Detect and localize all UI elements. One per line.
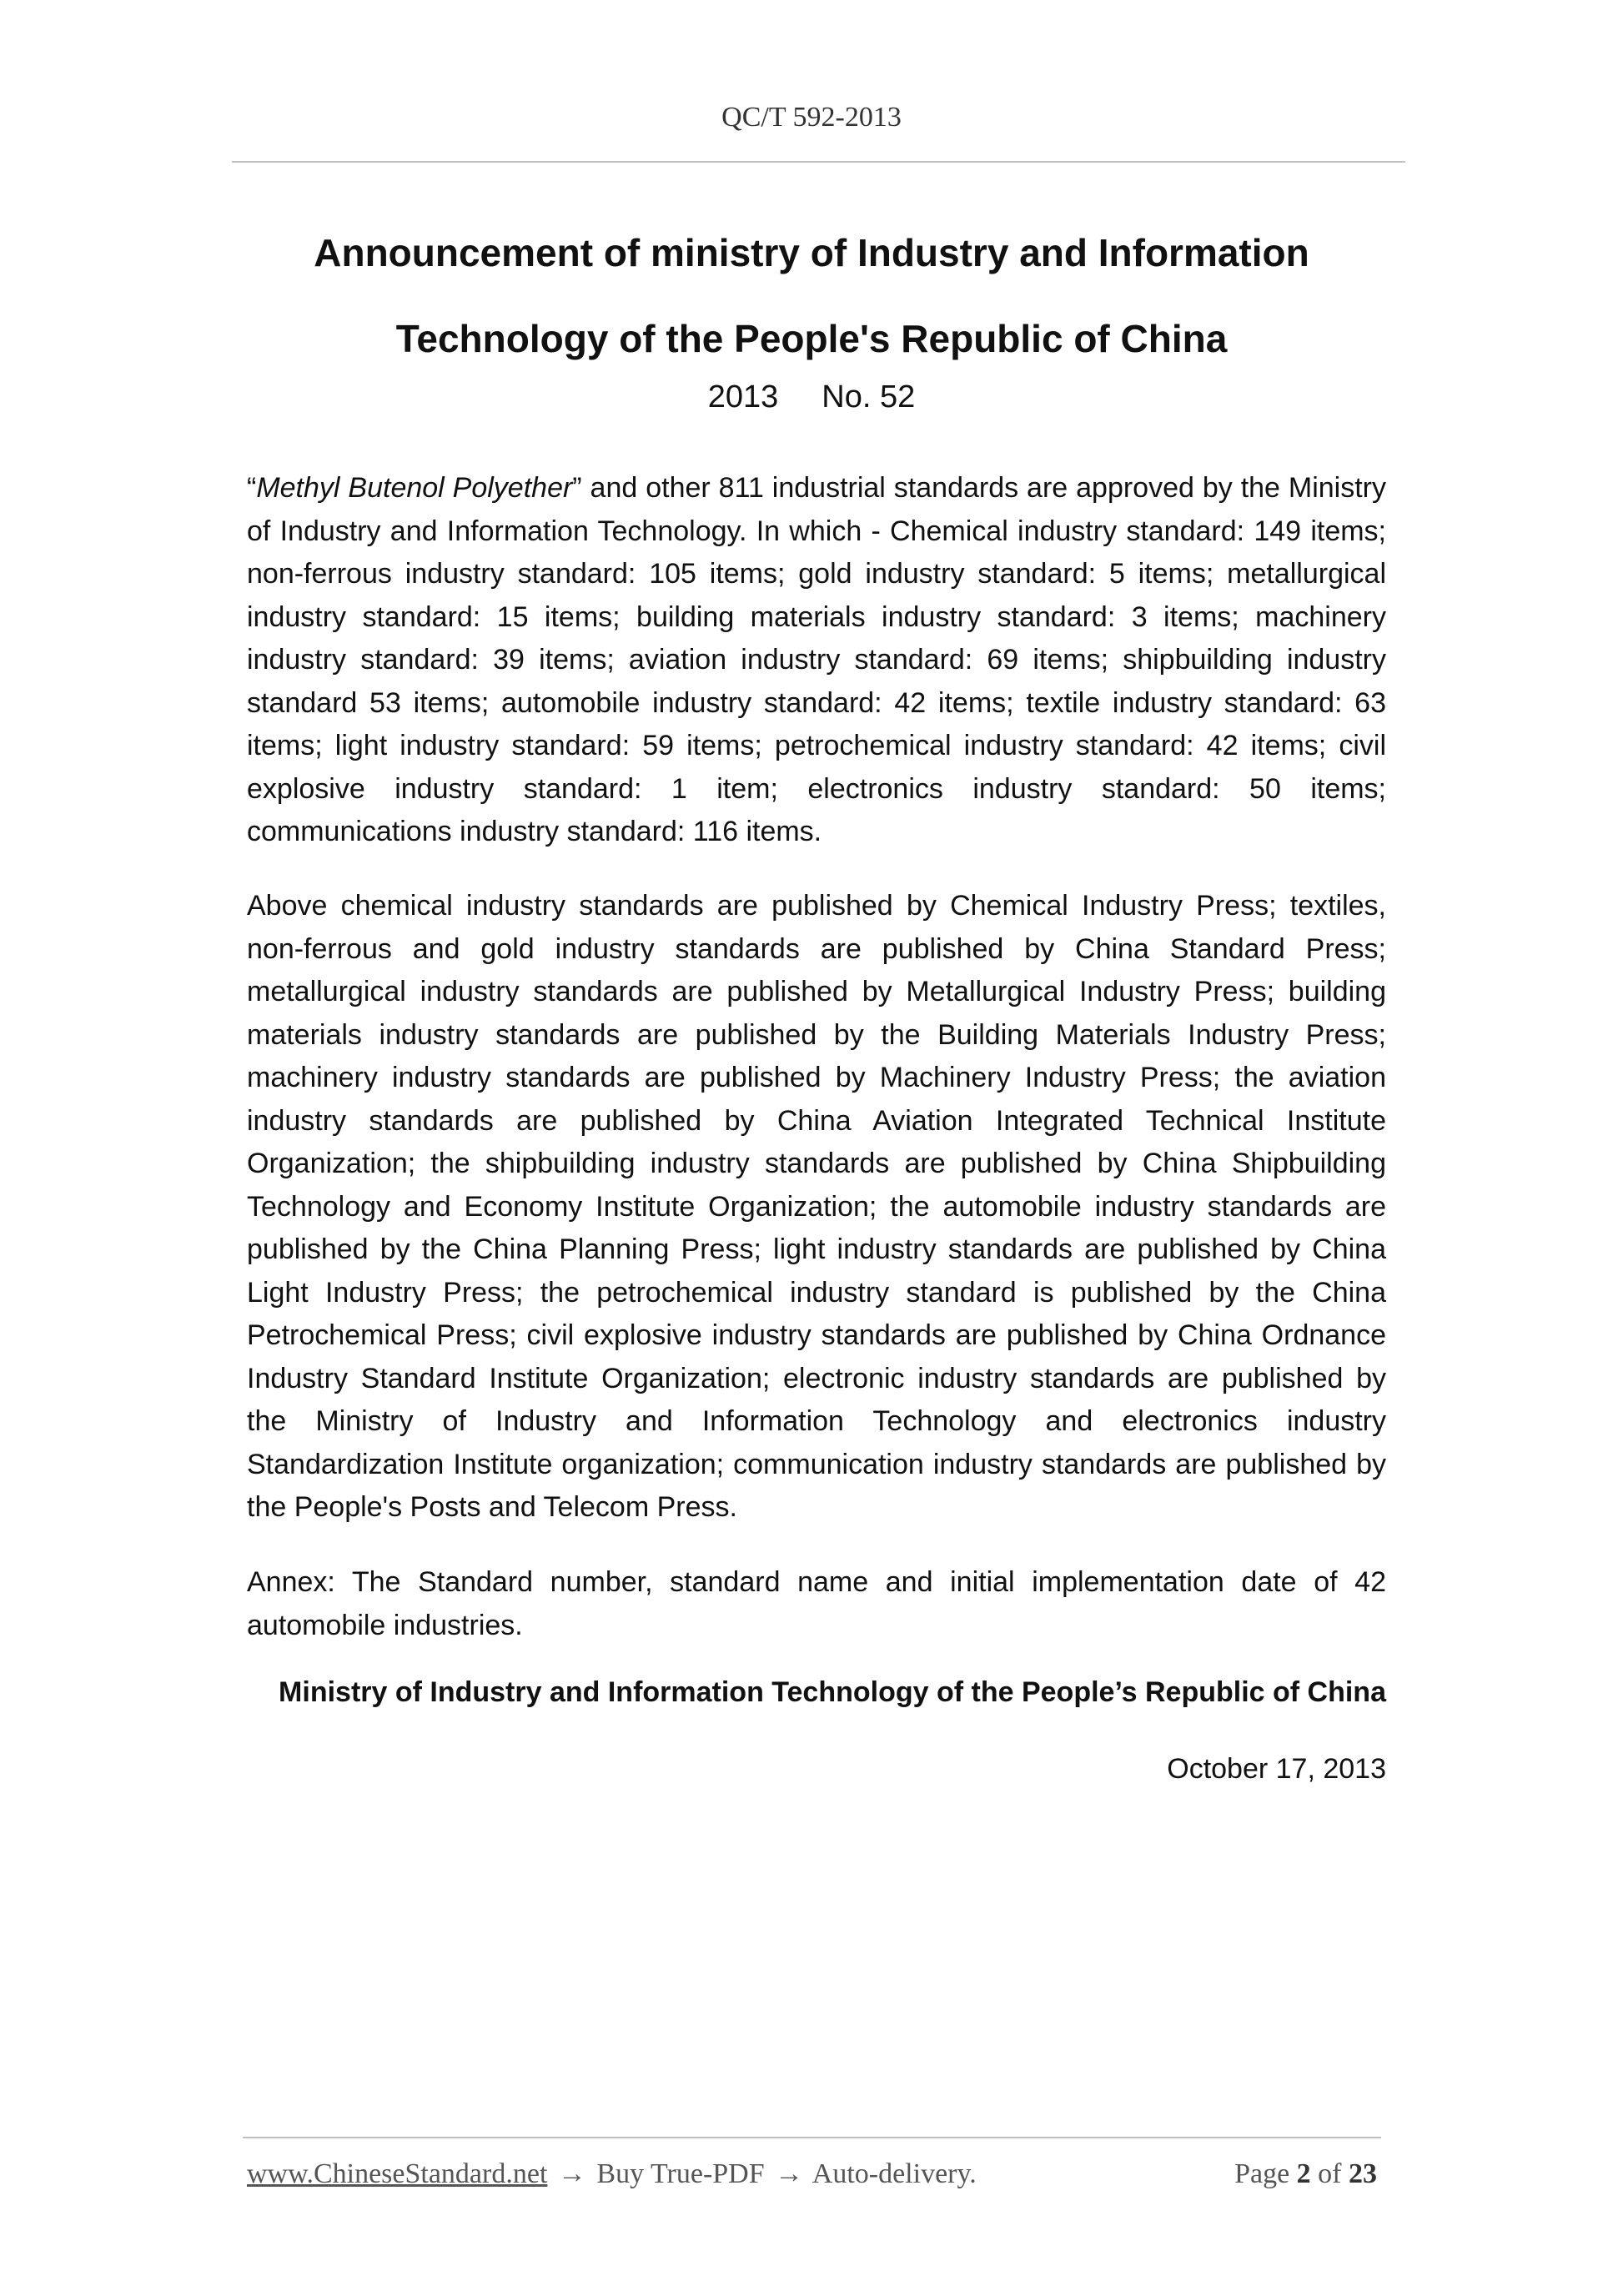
- paragraph-approval: [247, 467, 1386, 854]
- page-title: [0, 210, 1623, 382]
- page-total: 23: [1349, 2158, 1377, 2189]
- header-divider: [232, 161, 1405, 163]
- footer-divider: [243, 2137, 1381, 2138]
- running-header: QC/T 592-2013: [721, 102, 902, 133]
- open-quote: “: [247, 472, 257, 504]
- announcement-year: 2013: [707, 379, 779, 414]
- arrow-right-icon: →: [775, 2158, 804, 2189]
- page-of: of: [1318, 2158, 1342, 2189]
- paragraph-approval-text: ” and other 811 industrial standards are approved by the Ministry of Industry and Information Technology. In which - Chemical industry standard: 149 items; non-ferrous industry standard: 105 items; gold industry standard: 5 items; metallurgical industry standard: 15 items; building materials industry standard: 3 items; machinery industry standard: 39 items; aviation industry standard: 69 items; shipbuilding industry standard 53 items; automobile industry standard: 42 items; textile industry standard: 63 items; light industry standard: 59 items; petrochemical industry standard: 42 items; civil explosive industry standard: 1 item; electronics industry standard: 50 items; communications industry standard: 116 items.: [247, 472, 1386, 847]
- announcement-no: No. 52: [822, 379, 916, 414]
- arrow-right-icon: →: [557, 2158, 586, 2189]
- signature: Ministry of Industry and Information Technology of the People’s Republic of China: [279, 1676, 1386, 1708]
- issue-date: October 17, 2013: [1167, 1753, 1386, 1785]
- page-label: Page: [1234, 2158, 1290, 2189]
- page-current: 2: [1296, 2158, 1311, 2189]
- title-line-2: Technology of the People's Republic of China: [395, 317, 1228, 360]
- paragraph-publishers: Above chemical industry standards are published by Chemical Industry Press; textiles, non-ferrous and gold industry standards are published by China Standard Press; metallurgical industry standards are published by Metallurgical Industry Press; building materials industry standards are published by the Building Materials Industry Press; machinery industry standards are published by Machinery Industry Press; the aviation industry standards are published by China Aviation Integrated Technical Institute Organization; the shipbuilding industry standards are published by China Shipbuilding Technology and Economy Institute Organization; the automobile industry standards are published by the China Planning Press; light industry standards are published by China Light Industry Press; the petrochemical industry standard is published by the China Petrochemical Press; civil explosive industry standards are published by China Ordnance Industry Standard Institute Organization; electronic industry standards are published by the Ministry of Industry and Information Technology and electronics industry Standardization Institute organization; communication industry standards are published by the People's Posts and Telecom Press.: [247, 890, 1386, 1523]
- paragraph-annex: Annex: The Standard number, standard name and initial implementation date of 42 automobile industries.: [247, 1566, 1386, 1641]
- title-line-1: Announcement of ministry of Industry and Information: [314, 231, 1309, 274]
- standard-name: Methyl Butenol Polyether: [256, 472, 573, 504]
- announcement-number: [0, 379, 1623, 415]
- buy-pdf-text: Buy True-PDF: [596, 2158, 765, 2189]
- page-number: [1234, 2158, 1377, 2190]
- delivery-text: Auto-delivery.: [812, 2158, 977, 2189]
- footer-links: [247, 2158, 977, 2190]
- website-link[interactable]: www.ChineseStandard.net: [247, 2158, 548, 2189]
